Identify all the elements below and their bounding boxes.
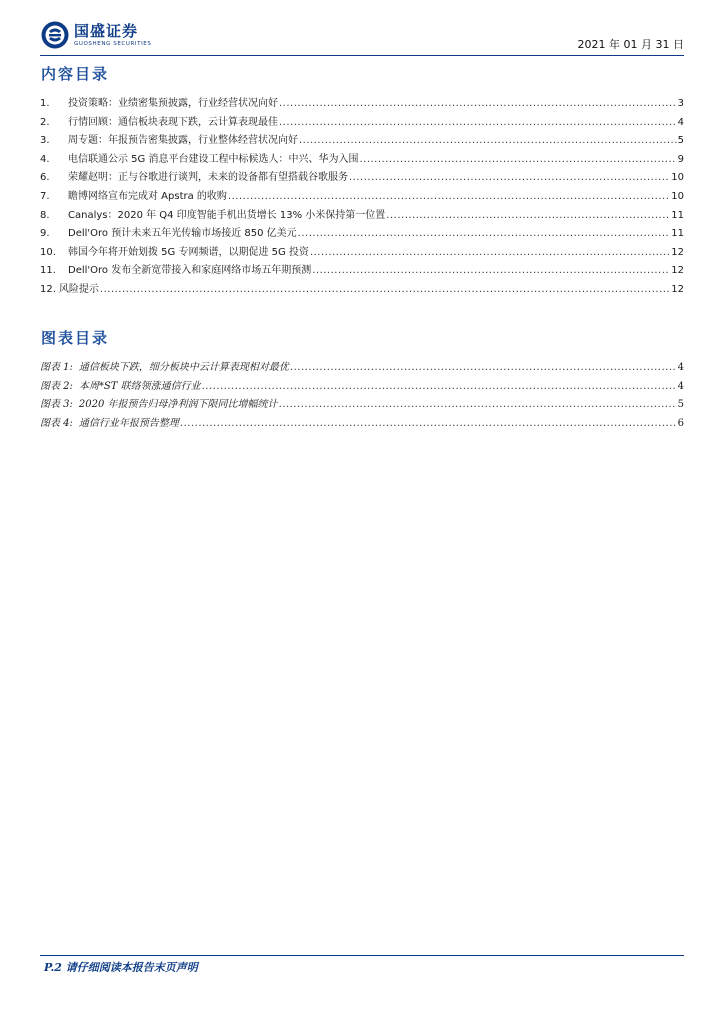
toc-item-title: 韩国今年将开始划拨 5G 专网频谱，以期促进 5G 投资 xyxy=(68,246,309,258)
toc-item[interactable] xyxy=(40,261,684,280)
toc-leader-dots xyxy=(279,399,677,410)
toc-item-page: 12 xyxy=(671,283,684,295)
toc-item-page: 11 xyxy=(671,209,684,221)
toc-item[interactable] xyxy=(40,187,684,206)
toc-item[interactable] xyxy=(40,150,684,169)
toc-leader-dots xyxy=(279,117,677,128)
toc-item-number: 12. xyxy=(40,283,56,295)
toc-leader-dots xyxy=(298,228,671,239)
toc-leader-dots xyxy=(299,135,677,146)
toc-leader-dots xyxy=(386,210,670,221)
toc-item-page: 10 xyxy=(671,190,684,202)
figures-title: 图表目录 xyxy=(41,329,110,347)
toc-item[interactable] xyxy=(40,224,684,243)
toc-item-page: 12 xyxy=(671,265,684,277)
toc-item-title: Canalys：2020 年 Q4 印度智能手机出货增长 13% 小米保持第一位置 xyxy=(68,209,386,221)
toc-leader-dots xyxy=(310,247,670,258)
toc-item-title: Dell'Oro 发布全新宽带接入和家庭网络市场五年期预测 xyxy=(68,265,312,277)
figures-list xyxy=(40,358,684,432)
toc-item[interactable] xyxy=(40,280,684,299)
guosheng-logo-icon xyxy=(40,20,70,50)
toc-item[interactable] xyxy=(40,206,684,225)
figure-item-page: 5 xyxy=(677,399,684,411)
brand-name-en: GUOSHENG SECURITIES xyxy=(74,40,152,47)
brand-name-cn: 国盛证券 xyxy=(74,21,139,40)
figure-item-title: 2020 年报预告归母净利润下限同比增幅统计 xyxy=(78,399,278,411)
toc-item-number: 3. xyxy=(40,135,50,147)
contents-list xyxy=(40,94,684,299)
header-divider xyxy=(40,55,684,56)
toc-item-page: 9 xyxy=(677,153,684,165)
figure-item-page: 4 xyxy=(677,362,684,373)
toc-item-title: 电信联通公示 5G 消息平台建设工程中标候选人：中兴、华为入围 xyxy=(68,153,359,165)
footer-divider xyxy=(40,955,684,956)
figure-item-page: 4 xyxy=(677,380,684,392)
toc-item[interactable] xyxy=(40,243,684,262)
figure-item[interactable] xyxy=(40,395,684,414)
footer-disclaimer: P.2 请仔细阅读本报告末页声明 xyxy=(44,961,198,974)
toc-item-title: 周专题：年报预告密集披露，行业整体经营状况向好 xyxy=(68,135,298,147)
toc-item[interactable] xyxy=(40,131,684,150)
figure-item-title: 通信行业年报预告整理 xyxy=(78,417,179,429)
toc-item-number: 2. xyxy=(40,116,50,128)
toc-item-title: 瞻博网络宣布完成对 Apstra 的收购 xyxy=(68,190,227,202)
figure-item-title: 本周*ST 联络领涨通信行业 xyxy=(78,380,201,392)
figure-item-label: 图表 4: xyxy=(40,417,73,429)
figure-item[interactable] xyxy=(40,414,684,433)
figure-item[interactable] xyxy=(40,358,684,377)
toc-item-number: 9. xyxy=(40,228,50,240)
toc-item-number: 4. xyxy=(40,153,50,165)
toc-item[interactable] xyxy=(40,168,684,187)
toc-item-page: 4 xyxy=(677,116,684,128)
figure-item[interactable] xyxy=(40,377,684,396)
toc-item-page: 5 xyxy=(677,135,684,147)
toc-leader-dots xyxy=(228,191,670,202)
toc-leader-dots xyxy=(312,265,670,276)
toc-item-title: 荣耀赵明：正与谷歌进行谈判，未来的设备都有望搭载谷歌服务 xyxy=(68,172,348,184)
brand-logo xyxy=(40,20,151,50)
toc-item-page: 10 xyxy=(671,172,684,184)
toc-item-page: 3 xyxy=(677,98,684,109)
figure-item-label: 图表 2: xyxy=(40,380,73,392)
toc-item-page: 11 xyxy=(671,228,684,240)
toc-item-number: 11. xyxy=(40,265,56,277)
toc-leader-dots xyxy=(180,418,677,429)
toc-item-number: 10. xyxy=(40,246,56,258)
toc-item-number: 6. xyxy=(40,172,50,184)
toc-item-title: 风险提示 xyxy=(58,283,99,295)
contents-title: 内容目录 xyxy=(41,65,110,83)
figure-item-label: 图表 3: xyxy=(40,399,73,411)
toc-leader-dots xyxy=(359,154,676,165)
report-date: 2021 年 01 月 31 日 xyxy=(577,38,684,51)
toc-leader-dots xyxy=(202,381,677,392)
figure-item-title: 通信板块下跌，细分板块中云计算表现相对最优 xyxy=(78,362,289,373)
toc-item-number: 7. xyxy=(40,190,50,202)
toc-item-title: Dell'Oro 预计未来五年光传输市场接近 850 亿美元 xyxy=(68,228,297,240)
toc-item[interactable] xyxy=(40,113,684,132)
figure-item-page: 6 xyxy=(677,417,684,429)
toc-leader-dots xyxy=(349,172,670,183)
toc-item-number: 8. xyxy=(40,209,50,221)
page-header xyxy=(40,18,684,54)
toc-item[interactable] xyxy=(40,94,684,113)
toc-leader-dots xyxy=(290,362,677,373)
toc-leader-dots xyxy=(279,98,677,109)
toc-item-page: 12 xyxy=(671,246,684,258)
toc-leader-dots xyxy=(100,284,670,295)
toc-item-number: 1. xyxy=(40,98,50,109)
toc-item-title: 投资策略：业绩密集预披露，行业经营状况向好 xyxy=(68,98,278,109)
figure-item-label: 图表 1: xyxy=(40,362,73,373)
toc-item-title: 行情回顾：通信板块表现下跌，云计算表现最佳 xyxy=(68,116,278,128)
